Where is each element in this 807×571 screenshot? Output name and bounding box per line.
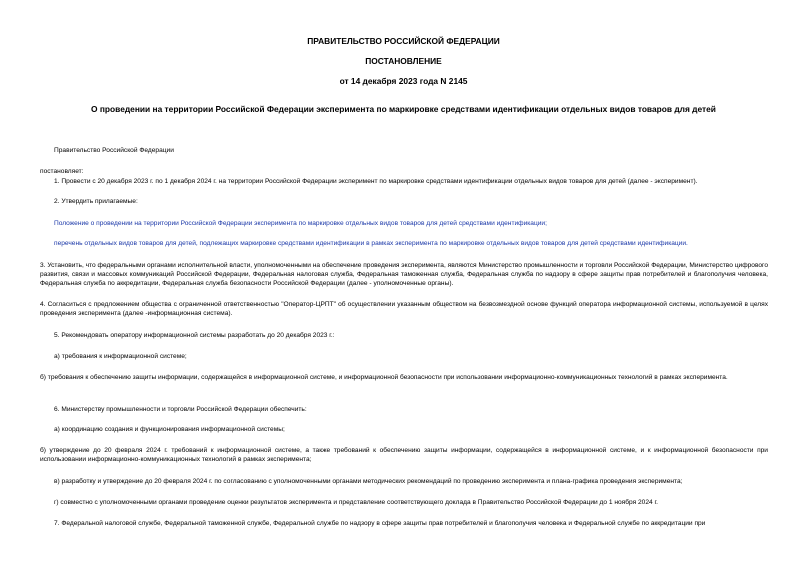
- goods-list-link[interactable]: перечень отдельных видов товаров для детей, подлежащих маркировке средствами идентификации в рамках эксперимента по маркировке отдельных видов товаров для детей средствами идентификации.: [54, 240, 688, 247]
- paragraph-2: 2. Утвердить прилагаемые:: [54, 198, 138, 205]
- document-type: ПОСТАНОВЛЕНИЕ: [365, 56, 442, 66]
- paragraph-6a: а) координацию создания и функционирования информационной системы;: [54, 426, 285, 433]
- paragraph-7: 7. Федеральной налоговой службе, Федеральной таможенной службе, Федеральной службе по надзору в сфере защиты прав потребителей и благополучия человека и Федеральной службе по аккредитации при: [54, 520, 706, 527]
- paragraph-6c: в) разработку и утверждение до 20 февраля 2024 г. по согласованию с уполномоченными органами методических рекомендаций по проведению эксперимента и плана-графика проведения эксперимента;: [54, 478, 683, 485]
- paragraph-5b: б) требования к обеспечению защиты информации, содержащейся в информационной системе, и информационной безопасности при использовании информационно-коммуникационных технологий в рамках эксперимента.: [40, 374, 728, 381]
- document-title: О проведении на территории Российской Федерации эксперимента по маркировке средствами идентификации отдельных видов товаров для детей: [91, 104, 716, 114]
- resolves-text: постановляет:: [40, 168, 84, 175]
- paragraph-6d: г) совместно с уполномоченными органами проведение оценки результатов эксперимента и представление соответствующего доклада в Правительство Российской Федерации до 1 ноября 2024 г.: [54, 499, 658, 506]
- regulation-link[interactable]: Положение о проведении на территории Российской Федерации эксперимента по маркировке отдельных видов товаров для детей средствами идентификации;: [54, 220, 547, 227]
- document-date-number: от 14 декабря 2023 года N 2145: [339, 76, 468, 86]
- paragraph-6b: б) утверждение до 20 февраля 2024 г. требований к информационной системе, а также требований к обеспечению защиты информации, содержащейся в информационной системе, и к информационной безопасности при использовании информационно-коммуникационных технологий в рамках эксперимента;: [40, 447, 768, 463]
- paragraph-3: 3. Установить, что федеральными органами исполнительной власти, уполномоченными на обеспечение проведения эксперимента, являются Министерство промышленности и торговли Российской Федерации, Министерство цифрового развития, связи и массовых коммуникаций Российской Федерации, Федеральная налоговая служба, Федеральная таможенная служба, Федеральная служба по надзору в сфере защиты прав потребителей и благополучия человека, Федеральная служба по аккредитации, Федеральная служба безопасности Российской Федерации (далее - уполномоченные органы).: [40, 262, 768, 287]
- paragraph-6: 6. Министерству промышленности и торговли Российской Федерации обеспечить:: [54, 406, 307, 413]
- paragraph-5: 5. Рекомендовать оператору информационной системы разработать до 20 декабря 2023 г.:: [54, 332, 335, 339]
- issuing-authority: ПРАВИТЕЛЬСТВО РОССИЙСКОЙ ФЕДЕРАЦИИ: [307, 36, 500, 46]
- paragraph-1: 1. Провести с 20 декабря 2023 г. по 1 декабря 2024 г. на территории Российской Федерации эксперимент по маркировке средствами идентификации отдельных видов товаров для детей (далее - эксперимент).: [54, 178, 698, 185]
- paragraph-5a: а) требования к информационной системе;: [54, 353, 187, 360]
- intro-text: Правительство Российской Федерации: [54, 147, 174, 154]
- paragraph-4: 4. Согласиться с предложением общества с ограниченной ответственностью "Оператор-ЦРПТ" об осуществлении указанным обществом на безвозмездной основе функций оператора информационной системы, используемой в целях проведения эксперимента (далее -информационная система).: [40, 301, 768, 317]
